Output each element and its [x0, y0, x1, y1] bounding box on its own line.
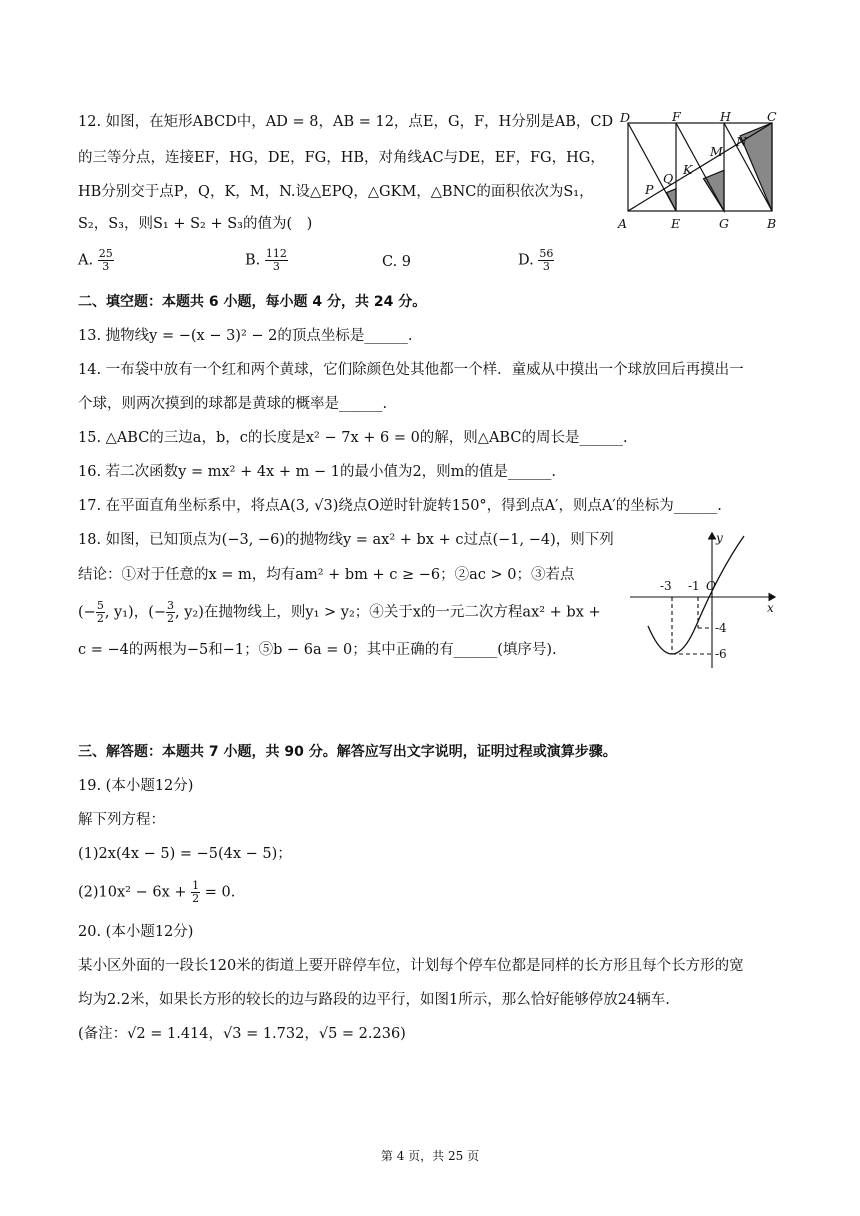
q13-text: 13. 抛物线y = −(x − 3)² − 2的顶点坐标是______.: [78, 328, 413, 344]
label-origin: O: [706, 579, 716, 593]
label-x: x: [767, 601, 774, 615]
q14-line-1: 14. 一布袋中放有一个红和两个黄球，它们除颜色处其他都一个样．童威从中摸出一个球放回后再摸出一: [78, 362, 744, 378]
label-m: M: [710, 144, 723, 159]
label-e: E: [671, 216, 681, 231]
q19-intro: 解下列方程：: [78, 812, 165, 828]
label-c: C: [767, 110, 777, 124]
q15-text: 15. △ABC的三边a，b，c的长度是x² − 7x + 6 = 0的解，则△ABC的周长是______.: [78, 430, 628, 446]
label-h: H: [720, 110, 731, 124]
label-k: K: [683, 162, 693, 177]
fraction: $\frac{25}{3}$: [98, 247, 113, 273]
option-d: [518, 248, 554, 273]
fraction: $\frac{1}{2}$: [192, 879, 200, 905]
q12-line-1: 12. 如图，在矩形ABCD中，AD = 8，AB = 12，点E，G，F，H分别是AB，CD: [78, 114, 614, 130]
q12-line-4: S₂，S₃，则S₁ + S₂ + S₃的值为( ): [78, 216, 313, 232]
q18-line-4: c = −4的两根为−5和−1；⑤b − 6a = 0；其中正确的有______(填序号).: [78, 642, 557, 658]
option-c: [382, 254, 411, 270]
option-value: 9: [401, 254, 412, 270]
fraction: $\frac{3}{2}$: [167, 599, 174, 625]
option-letter: D.: [518, 252, 539, 269]
q12-line-2: 的三等分点，连接EF，HG，DE，FG，HB，对角线AC与DE，EF，FG，HG，: [78, 150, 605, 166]
label-y: y: [716, 531, 723, 545]
label-q: Q: [663, 171, 674, 186]
label-b: B: [767, 216, 777, 231]
q19-equation-2: (2)10x² − 6x + $\frac{1}{2}$ = 0.: [78, 879, 236, 905]
label-g: G: [719, 216, 729, 231]
tick-label-minus-3: -3: [660, 579, 672, 593]
label-p: P: [645, 182, 654, 197]
diagonal-ac: [628, 123, 772, 211]
option-letter: B.: [245, 252, 265, 269]
q14-line-2: 个球，则两次摸到的球都是黄球的概率是______.: [78, 396, 388, 412]
tick-label-minus-6: -6: [715, 647, 727, 661]
parabola-curve: [648, 536, 744, 654]
q20-line-2: 均为2.2米，如果长方形的较长的边与路段的边平行，如图1所示，那么恰好能够停放24辆车.: [78, 992, 670, 1008]
option-letter: A.: [78, 252, 98, 269]
label-d: D: [620, 110, 631, 125]
q18-line-3: (− $\frac{5}{2}$ , y₁)，(− $\frac{3}{2}$ , y₂)在抛物线上，则y₁ > y₂；④关于x的一元二次方程ax² + bx +: [78, 599, 601, 625]
q20-title: 20. (本小题12分): [78, 924, 194, 940]
q17-text: 17. 在平面直角坐标系中，将点A(3, √3)绕点O逆时针旋转150°，得到点A′，则点A′的坐标为______.: [78, 498, 722, 514]
q20-line-3: (备注：√2 = 1.414，√3 = 1.732，√5 = 2.236): [78, 1026, 406, 1042]
fraction: $\frac{56}{3}$: [539, 247, 554, 273]
fraction: $\frac{5}{2}$: [96, 599, 104, 625]
label-a: A: [618, 216, 628, 231]
section-heading-solutions: 三、解答题：本题共 7 小题，共 90 分。解答应写出文字说明，证明过程或演算步骤。: [78, 744, 617, 760]
q19-title: 19. (本小题12分): [78, 778, 194, 794]
q19-equation-1: (1)2x(4x − 5) = −5(4x − 5)；: [78, 846, 292, 862]
fraction: $\frac{112}{3}$: [265, 247, 287, 273]
segment-de: [628, 123, 676, 211]
rectangle-figure: [612, 110, 792, 234]
label-n: N: [736, 134, 747, 149]
option-a: [78, 248, 114, 273]
option-letter: C.: [382, 254, 402, 270]
option-b: [245, 248, 288, 273]
tick-label-minus-1: -1: [688, 579, 700, 593]
parabola-graph: [628, 528, 783, 673]
q16-text: 16. 若二次函数y = mx² + 4x + m − 1的最小值为2，则m的值是______.: [78, 464, 557, 480]
page-footer: 第 4 页，共 25 页: [380, 1149, 480, 1163]
q12-line-3: HB分别交于点P，Q，K，M，N.设△EPQ，△GKM，△BNC的面积依次为S₁，: [78, 184, 594, 200]
q18-line-2: 结论：①对于任意的x = m，均有am² + bm + c ≥ −6；②ac > 0；③若点: [78, 567, 575, 583]
tick-label-minus-4: -4: [715, 621, 727, 635]
q20-line-1: 某小区外面的一段长120米的街道上要开辟停车位，计划每个停车位都是同样的长方形且每个长方形的宽: [78, 958, 744, 974]
label-f: F: [672, 110, 681, 124]
q18-line-1: 18. 如图，已知顶点为(−3, −6)的抛物线y = ax² + bx + c过点(−1, −4)，则下列: [78, 532, 614, 548]
section-heading-fill-in: 二、填空题：本题共 6 小题，每小题 4 分，共 24 分。: [78, 294, 427, 310]
